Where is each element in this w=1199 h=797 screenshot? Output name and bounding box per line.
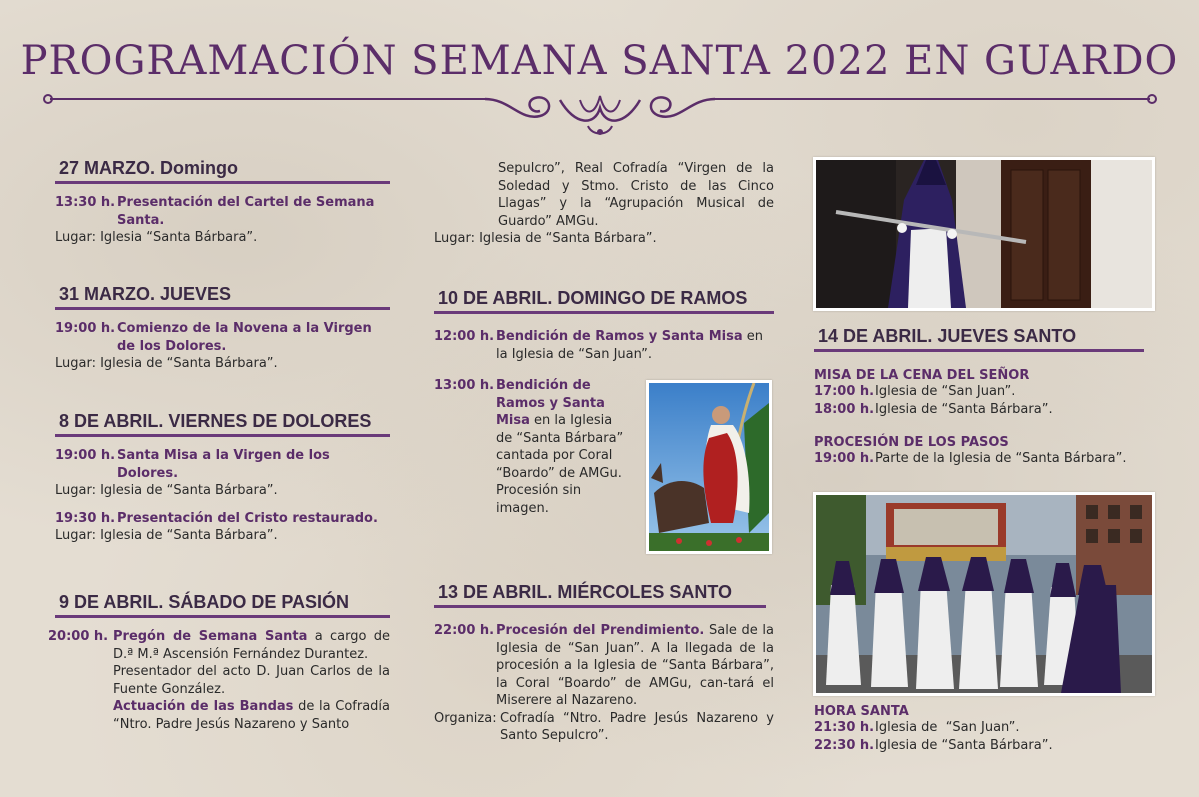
event-time: 20:00 h. [48,629,109,644]
page-title: PROGRAMACIÓN SEMANA SANTA 2022 EN GUARDO [20,38,1179,84]
event-time: 19:00 h. [814,451,875,466]
event-item [434,622,774,710]
event-presenter: Presentador del acto D. Juan Carlos de la Fuente González. [113,664,390,697]
event-location: Iglesia de “Santa Bárbara”. [875,401,1053,417]
event-description: Sepulcro”, Real Cofradía “Virgen de la Soledad y Stmo. Cristo de las Cinco Llagas” y la “Agrupación Musical de Guardo” AMGu. [498,161,774,229]
event-title: Comienzo de la Novena a la Virgen de los Dolores. [117,321,372,354]
subsection-title: HORA SANTA [814,704,909,719]
subsection-title: PROCESIÓN DE LOS PASOS [814,435,1009,450]
event-description: de la Cofradía “Ntro. Padre Jesús Nazareno y Santo [113,699,390,732]
event-time: 12:00 h. [434,329,495,344]
section-9-abril [48,592,390,733]
event-location: Iglesia de “Santa Bárbara”. [875,737,1053,753]
event-description: a cargo de D.ª M.ª Ascensión Fernández Durantez. [113,629,390,662]
organizer-text: Cofradía “Ntro. Padre Jesús Nazareno y Santo Sepulcro”. [500,710,774,743]
event-location: Iglesia de “San Juan”. [875,384,1016,399]
event-time: 22:30 h. [814,737,875,753]
event-item [48,628,390,733]
section-header: 27 MARZO. Domingo [55,158,390,184]
procession-photo [813,492,1155,696]
event-location: Lugar: Iglesia de “Santa Bárbara”. [55,483,278,498]
event-description: Sale de la Iglesia de “San Juan”. A la llegada de la procesión a la Iglesia de “Santa Bárbara”, la Coral “Boardo” de AMGu, can-tará el Miserere al Nazareno. [496,623,774,708]
event-item [434,328,774,363]
event-time: 13:30 h. [55,195,116,210]
section-header: 13 DE ABRIL. MIÉRCOLES SANTO [434,582,766,608]
section-hora-santa [814,704,1154,754]
section-header: 10 DE ABRIL. DOMINGO DE RAMOS [434,288,774,314]
event-time: 19:00 h. [55,448,116,463]
section-8-abril [55,411,390,545]
event-title: Bendición de Ramos y Santa Misa [496,378,605,428]
event-time: 19:00 h. [55,321,116,336]
event-location: Iglesia de “San Juan”. [875,720,1020,735]
procession-image-icon [816,495,1152,693]
section-31-marzo [55,284,390,373]
section-9-abril-continued [434,160,774,248]
section-header: 8 DE ABRIL. VIERNES DE DOLORES [55,411,390,437]
event-title: Pregón de Semana Santa [113,629,308,644]
event-time: 19:30 h. [55,510,116,526]
palm-sunday-photo [646,380,772,554]
event-item [55,510,390,528]
event-title: Actuación de las Bandas [113,699,294,714]
section-header: 31 MARZO. JUEVES [55,284,390,310]
section-header: 9 DE ABRIL. SÁBADO DE PASIÓN [55,592,390,618]
event-title: Presentación del Cartel de Semana Santa. [117,195,375,228]
event-title: Presentación del Cristo restaurado. [117,510,378,526]
subsection-title: MISA DE LA CENA DEL SEÑOR [814,368,1030,383]
event-description: en la Iglesia de “Santa Bárbara” cantada por Coral “Boardo” de AMGu. Procesión sin imagen. [496,413,624,516]
nazareno-image-icon [816,160,1152,308]
palm-sunday-image-icon [649,383,769,551]
event-location: Lugar: Iglesia “Santa Bárbara”. [55,230,258,245]
event-title: Bendición de Ramos y Santa Misa [496,329,743,344]
event-description: en la Iglesia de “San Juan”. [496,329,763,362]
event-item [55,320,390,355]
section-header: 14 DE ABRIL. JUEVES SANTO [814,326,1144,352]
event-location: Lugar: Iglesia de “Santa Bárbara”. [55,528,278,543]
event-item [55,447,390,482]
event-time: 17:00 h. [814,384,875,399]
nazareno-photo [813,157,1155,311]
section-14-abril [814,326,1154,468]
section-27-marzo [55,158,390,247]
event-time: 22:00 h. [434,623,495,638]
event-title: Procesión del Prendimiento. [496,623,705,638]
section-13-abril [434,582,774,745]
event-title: Santa Misa a la Virgen de los Dolores. [117,448,330,481]
event-item [55,194,390,229]
event-time: 13:00 h. [434,378,495,393]
event-location: Lugar: Iglesia de “Santa Bárbara”. [55,356,278,371]
event-location: Lugar: Iglesia de “Santa Bárbara”. [434,231,657,246]
organizer-label: Organiza: [434,710,497,726]
event-time: 18:00 h. [814,401,875,417]
ornament-divider-icon [40,86,1160,146]
event-location: Parte de la Iglesia de “Santa Bárbara”. [875,451,1127,466]
event-time: 21:30 h. [814,720,875,735]
